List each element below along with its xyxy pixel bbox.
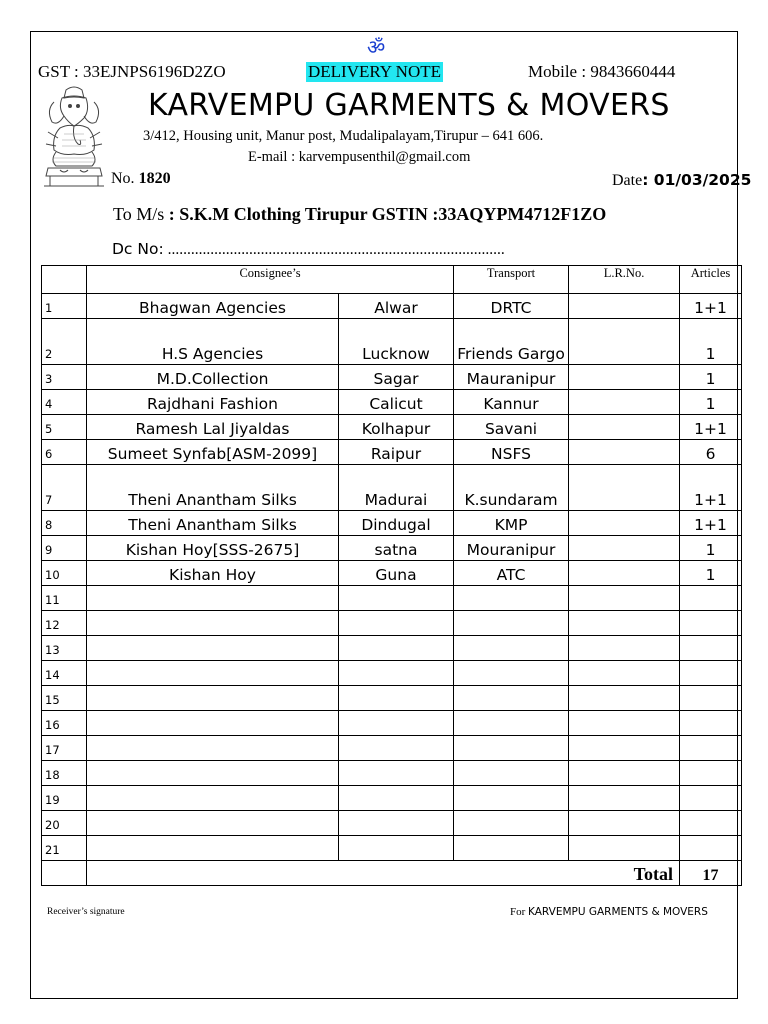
row-transport: Savani <box>454 415 569 440</box>
row-serial-number: 21 <box>42 836 87 861</box>
row-lr-number <box>569 319 680 365</box>
row-transport <box>454 686 569 711</box>
gst-number: GST : 33EJNPS6196D2ZO <box>38 62 226 81</box>
row-consignee: Bhagwan Agencies <box>87 294 339 319</box>
table-row <box>42 586 742 611</box>
table-row <box>42 811 742 836</box>
row-destination: Raipur <box>339 440 454 465</box>
note-number-label: No. <box>111 170 135 187</box>
row-destination: Guna <box>339 561 454 586</box>
row-articles: 1+1 <box>680 511 742 536</box>
note-number-value: 1820 <box>138 170 171 187</box>
row-transport <box>454 836 569 861</box>
row-consignee: Ramesh Lal Jiyaldas <box>87 415 339 440</box>
consignment-table <box>41 265 742 886</box>
recipient-label: To M/s <box>113 204 165 224</box>
row-serial-number: 2 <box>42 319 87 365</box>
row-serial-number: 8 <box>42 511 87 536</box>
table-row <box>42 836 742 861</box>
row-lr-number <box>569 661 680 686</box>
row-serial-number: 14 <box>42 661 87 686</box>
row-serial-number: 18 <box>42 761 87 786</box>
row-destination: Kolhapur <box>339 415 454 440</box>
row-transport: Friends Gargo <box>454 319 569 365</box>
row-lr-number <box>569 390 680 415</box>
recipient-line <box>113 204 606 225</box>
table-row <box>42 661 742 686</box>
row-articles: 1+1 <box>680 415 742 440</box>
row-consignee <box>87 586 339 611</box>
row-transport: Mouranipur <box>454 536 569 561</box>
company-name: KARVEMPU GARMENTS & MOVERS <box>148 88 670 123</box>
row-serial-number: 19 <box>42 786 87 811</box>
ganesha-logo-icon <box>40 84 108 190</box>
row-consignee <box>87 711 339 736</box>
row-destination: satna <box>339 536 454 561</box>
row-destination <box>339 736 454 761</box>
table-row <box>42 736 742 761</box>
row-consignee <box>87 836 339 861</box>
row-articles <box>680 736 742 761</box>
row-transport <box>454 786 569 811</box>
for-company-label <box>510 906 708 918</box>
row-lr-number <box>569 836 680 861</box>
row-articles <box>680 811 742 836</box>
row-consignee: H.S Agencies <box>87 319 339 365</box>
row-lr-number <box>569 365 680 390</box>
row-serial-number: 9 <box>42 536 87 561</box>
row-lr-number <box>569 611 680 636</box>
row-destination: Madurai <box>339 465 454 511</box>
row-articles: 1+1 <box>680 465 742 511</box>
row-lr-number <box>569 294 680 319</box>
row-transport <box>454 811 569 836</box>
row-lr-number <box>569 440 680 465</box>
row-transport <box>454 586 569 611</box>
row-consignee <box>87 686 339 711</box>
row-destination: Lucknow <box>339 319 454 365</box>
row-serial-number: 20 <box>42 811 87 836</box>
row-serial-number: 7 <box>42 465 87 511</box>
row-transport <box>454 761 569 786</box>
date-value: : 01/03/2025 <box>642 171 752 189</box>
table-header-row <box>42 266 742 294</box>
row-serial-number: 12 <box>42 611 87 636</box>
row-serial-number: 17 <box>42 736 87 761</box>
row-lr-number <box>569 761 680 786</box>
total-row <box>42 861 742 886</box>
dc-number-label: Dc No: <box>112 240 164 258</box>
header-transport: Transport <box>454 266 569 294</box>
row-lr-number <box>569 786 680 811</box>
row-articles <box>680 636 742 661</box>
header-consignee: Consignee’s <box>87 266 454 294</box>
row-consignee: Kishan Hoy[SSS-2675] <box>87 536 339 561</box>
row-destination <box>339 636 454 661</box>
row-consignee <box>87 761 339 786</box>
row-transport <box>454 711 569 736</box>
row-transport: ATC <box>454 561 569 586</box>
date-label: Date <box>612 172 643 189</box>
document-type-badge: DELIVERY NOTE <box>308 62 441 81</box>
row-articles <box>680 761 742 786</box>
row-destination: Sagar <box>339 365 454 390</box>
row-consignee <box>87 786 339 811</box>
row-articles: 1 <box>680 536 742 561</box>
row-serial-number: 13 <box>42 636 87 661</box>
row-transport: K.sundaram <box>454 465 569 511</box>
row-serial-number: 5 <box>42 415 87 440</box>
row-transport: NSFS <box>454 440 569 465</box>
row-destination <box>339 836 454 861</box>
row-destination <box>339 811 454 836</box>
row-destination <box>339 661 454 686</box>
row-lr-number <box>569 511 680 536</box>
row-lr-number <box>569 711 680 736</box>
dc-number-line <box>112 240 505 259</box>
company-email: E-mail : karvempusenthil@gmail.com <box>248 149 471 165</box>
table-row <box>42 786 742 811</box>
row-articles: 6 <box>680 440 742 465</box>
for-company-name: KARVEMPU GARMENTS & MOVERS <box>528 906 708 918</box>
row-articles: 1+1 <box>680 294 742 319</box>
table-row <box>42 686 742 711</box>
row-lr-number <box>569 536 680 561</box>
row-articles: 1 <box>680 319 742 365</box>
row-serial-number: 11 <box>42 586 87 611</box>
row-serial-number: 15 <box>42 686 87 711</box>
table-row <box>42 511 742 536</box>
row-consignee <box>87 611 339 636</box>
row-destination: Dindugal <box>339 511 454 536</box>
row-serial-number: 3 <box>42 365 87 390</box>
note-date <box>612 171 751 190</box>
table-row <box>42 761 742 786</box>
row-destination <box>339 611 454 636</box>
row-transport: Kannur <box>454 390 569 415</box>
table-row <box>42 365 742 390</box>
company-address: 3/412, Housing unit, Manur post, Mudalipalayam,Tirupur – 641 606. <box>143 128 544 144</box>
row-destination <box>339 686 454 711</box>
row-destination: Calicut <box>339 390 454 415</box>
row-serial-number: 4 <box>42 390 87 415</box>
receiver-signature-label: Receiver’s signature <box>47 907 125 917</box>
row-destination <box>339 786 454 811</box>
row-lr-number <box>569 465 680 511</box>
row-lr-number <box>569 415 680 440</box>
row-consignee: M.D.Collection <box>87 365 339 390</box>
table-row <box>42 390 742 415</box>
total-blank-cell <box>42 861 87 886</box>
table-row <box>42 711 742 736</box>
recipient-value: : S.K.M Clothing Tirupur GSTIN :33AQYPM4712F1ZO <box>168 204 607 224</box>
row-articles: 1 <box>680 365 742 390</box>
note-number <box>111 170 171 188</box>
row-consignee: Rajdhani Fashion <box>87 390 339 415</box>
row-articles <box>680 586 742 611</box>
row-lr-number <box>569 636 680 661</box>
row-articles <box>680 786 742 811</box>
header-lr-number: L.R.No. <box>569 266 680 294</box>
row-transport <box>454 611 569 636</box>
row-serial-number: 16 <box>42 711 87 736</box>
row-serial-number: 6 <box>42 440 87 465</box>
row-consignee <box>87 661 339 686</box>
table-row <box>42 561 742 586</box>
table-row <box>42 636 742 661</box>
row-destination <box>339 711 454 736</box>
table-row <box>42 536 742 561</box>
row-destination <box>339 761 454 786</box>
header-articles: Articles <box>680 266 742 294</box>
row-articles: 1 <box>680 561 742 586</box>
row-consignee: Kishan Hoy <box>87 561 339 586</box>
table-row <box>42 440 742 465</box>
row-transport <box>454 661 569 686</box>
om-symbol: ॐ <box>367 35 386 59</box>
row-transport <box>454 736 569 761</box>
row-lr-number <box>569 736 680 761</box>
row-consignee <box>87 736 339 761</box>
row-transport <box>454 636 569 661</box>
row-transport: Mauranipur <box>454 365 569 390</box>
for-prefix: For <box>510 906 529 918</box>
row-lr-number <box>569 686 680 711</box>
row-lr-number <box>569 561 680 586</box>
row-destination <box>339 586 454 611</box>
row-lr-number <box>569 586 680 611</box>
row-serial-number: 1 <box>42 294 87 319</box>
row-consignee: Theni Anantham Silks <box>87 465 339 511</box>
row-articles <box>680 686 742 711</box>
table-row <box>42 294 742 319</box>
table-row <box>42 611 742 636</box>
row-consignee <box>87 811 339 836</box>
row-articles <box>680 611 742 636</box>
mobile-number: Mobile : 9843660444 <box>528 62 676 81</box>
row-consignee: Theni Anantham Silks <box>87 511 339 536</box>
row-consignee: Sumeet Synfab[ASM-2099] <box>87 440 339 465</box>
row-consignee <box>87 636 339 661</box>
row-lr-number <box>569 811 680 836</box>
total-value: 17 <box>680 861 742 886</box>
row-articles <box>680 711 742 736</box>
row-articles: 1 <box>680 390 742 415</box>
table-row <box>42 465 742 511</box>
row-articles <box>680 661 742 686</box>
row-destination: Alwar <box>339 294 454 319</box>
header-sn-cell <box>42 266 87 294</box>
row-serial-number: 10 <box>42 561 87 586</box>
dc-number-dots: ....................................................................................... <box>163 241 505 258</box>
total-label: Total <box>87 861 680 886</box>
row-transport: KMP <box>454 511 569 536</box>
table-row <box>42 319 742 365</box>
table-row <box>42 415 742 440</box>
row-articles <box>680 836 742 861</box>
row-transport: DRTC <box>454 294 569 319</box>
